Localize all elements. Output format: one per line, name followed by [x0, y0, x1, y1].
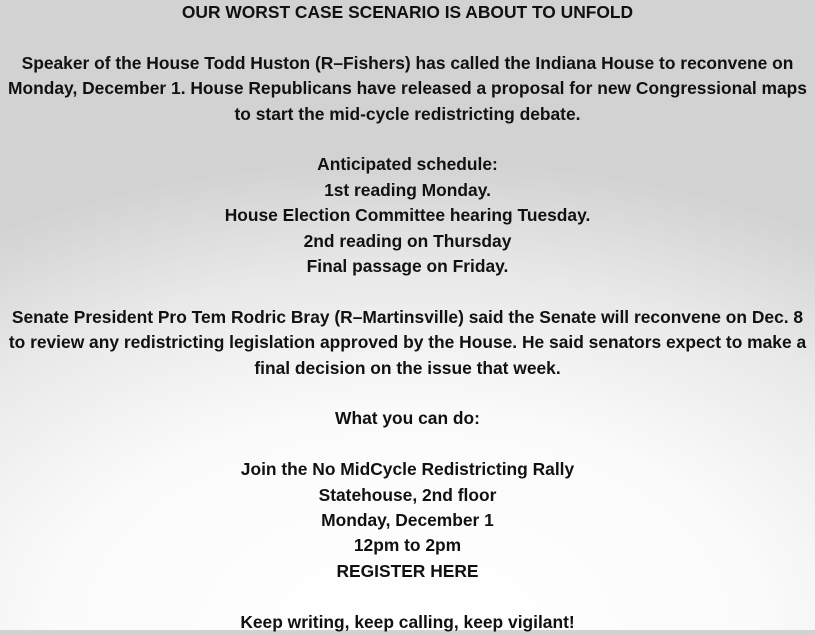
schedule-heading: Anticipated schedule: [317, 154, 498, 175]
spacer [4, 381, 811, 406]
spacer [4, 584, 811, 609]
schedule-item: House Election Committee hearing Tuesday. [224, 205, 591, 226]
rally-time: 12pm to 2pm [353, 535, 462, 556]
spacer [4, 279, 811, 304]
rally-location: Statehouse, 2nd floor [318, 484, 497, 505]
schedule-item: 1st reading Monday. [324, 179, 491, 200]
spacer [4, 432, 811, 457]
register-here-link[interactable]: REGISTER HERE [336, 560, 479, 581]
rally-name: Join the No MidCycle Redistricting Rally [240, 459, 575, 480]
spacer [4, 25, 811, 50]
spacer [4, 127, 811, 152]
schedule-item: Final passage on Friday. [306, 256, 509, 277]
closing-message: Keep writing, keep calling, keep vigilant! [240, 611, 575, 632]
page-title: OUR WORST CASE SCENARIO IS ABOUT TO UNFOLD [181, 2, 634, 22]
rally-date: Monday, December 1 [321, 510, 494, 531]
schedule-item: 2nd reading on Thursday [303, 230, 512, 251]
house-reconvene-paragraph: Speaker of the House Todd Huston (R–Fishers) has called the Indiana House to reconvene on Monday, December 1. House Republicans have released a proposal for new Congressional maps to start the mid-cycle redistricting debate. [8, 52, 807, 124]
senate-reconvene-paragraph: Senate President Pro Tem Rodric Bray (R–Martinsville) said the Senate will reconvene on Dec. 8 to review any redistricting legislation approved by the House. He said senators expect to make a final decision on the issue that week. [8, 306, 807, 378]
action-heading: What you can do: [335, 408, 480, 429]
register-link-wrapper [4, 559, 811, 584]
